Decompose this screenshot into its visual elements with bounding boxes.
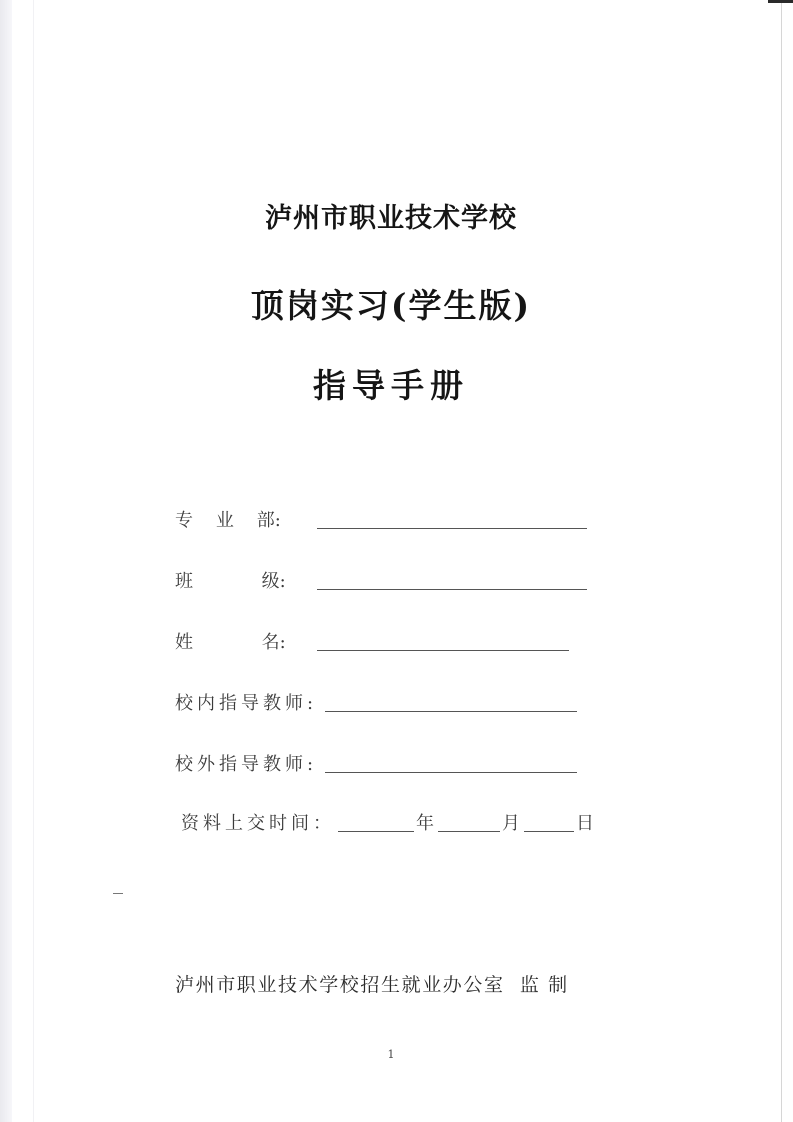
day-blank[interactable] — [524, 831, 574, 832]
field-name — [175, 625, 595, 655]
field-department-blank[interactable] — [317, 528, 587, 529]
field-department — [175, 503, 595, 533]
stray-mark — [113, 893, 123, 894]
issuer-line: 泸州市职业技术学校招生就业办公室 监 制 — [175, 974, 569, 996]
month-label: 月 — [502, 813, 520, 834]
scan-corner-mark — [768, 0, 793, 3]
field-submission-date — [181, 806, 601, 836]
field-internal-teacher — [175, 686, 595, 716]
field-internal-teacher-label: 校内指导教师: — [175, 693, 318, 714]
page-number: 1 — [387, 1048, 395, 1061]
field-external-teacher-label: 校外指导教师: — [175, 754, 318, 775]
school-name: 泸州市职业技术学校 — [265, 203, 517, 234]
field-class-label: 班 级: — [175, 571, 286, 592]
field-name-label: 姓 名: — [175, 632, 286, 653]
field-external-teacher — [175, 747, 595, 777]
day-label: 日 — [576, 813, 594, 834]
field-internal-teacher-blank[interactable] — [325, 711, 577, 712]
scan-fold-line — [33, 0, 34, 1122]
year-label: 年 — [416, 813, 434, 834]
year-blank[interactable] — [338, 831, 414, 832]
scan-left-edge — [0, 0, 12, 1122]
date-label: 资料上交时间： — [181, 813, 335, 834]
field-name-blank[interactable] — [317, 650, 569, 651]
field-class-blank[interactable] — [317, 589, 587, 590]
document-subtitle: 指导手册 — [313, 366, 469, 405]
scan-right-margin — [782, 0, 793, 1122]
field-external-teacher-blank[interactable] — [325, 772, 577, 773]
month-blank[interactable] — [438, 831, 500, 832]
field-class — [175, 564, 595, 594]
field-department-label: 专 业 部: — [175, 510, 281, 531]
document-title: 顶岗实习(学生版) — [250, 286, 532, 325]
